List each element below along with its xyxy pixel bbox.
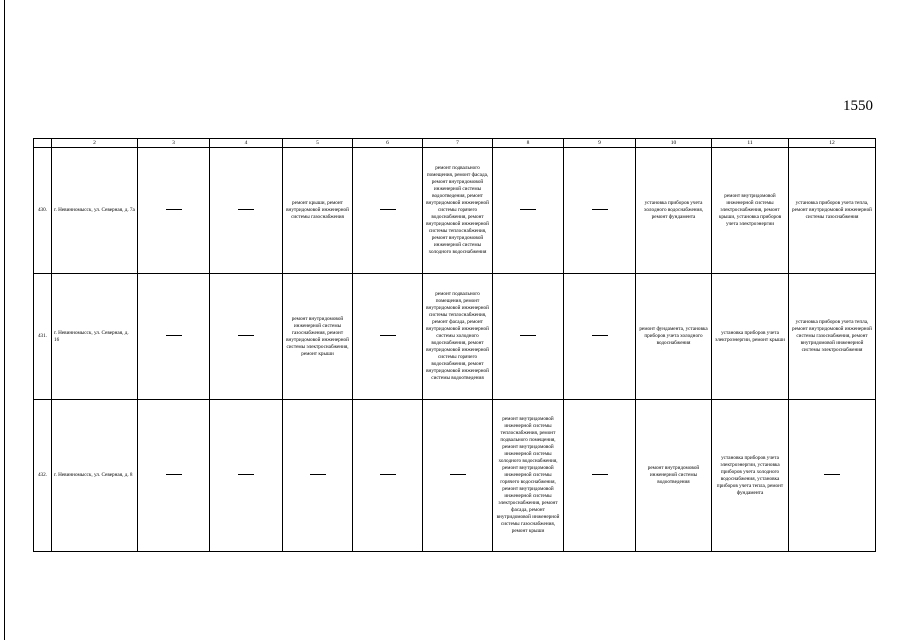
work-cell: установка приборов учета электроэнергии, установка приборов учета холодного водоснабжения, установка приборов учета тепла, ремонт фундамента bbox=[712, 400, 789, 552]
dash-mark bbox=[238, 209, 254, 210]
empty-cell bbox=[353, 274, 423, 400]
dash-mark bbox=[450, 474, 466, 475]
empty-cell bbox=[564, 400, 636, 552]
address-cell: г. Невинномысск, ул. Северная, д. 7а bbox=[52, 148, 138, 274]
dash-mark bbox=[380, 209, 396, 210]
empty-cell bbox=[138, 148, 210, 274]
dash-mark bbox=[824, 474, 840, 475]
empty-cell bbox=[210, 274, 283, 400]
empty-cell bbox=[283, 400, 353, 552]
address-cell: г. Невинномысск, ул. Северная, д. 16 bbox=[52, 274, 138, 400]
dash-mark bbox=[592, 474, 608, 475]
repair-schedule-table bbox=[33, 138, 876, 552]
header-cell: 5 bbox=[283, 139, 353, 148]
empty-cell bbox=[138, 400, 210, 552]
empty-cell bbox=[493, 274, 564, 400]
header-cell bbox=[34, 139, 52, 148]
row-number-cell: 432. bbox=[34, 400, 52, 552]
work-cell: ремонт фундамента, установка приборов учета холодного водоснабжения bbox=[636, 274, 712, 400]
work-cell: ремонт внутридомовой инженерной системы электроснабжения, ремонт крыши, установка приборов учета электроэнергии bbox=[712, 148, 789, 274]
dash-mark bbox=[520, 335, 536, 336]
dash-mark bbox=[238, 335, 254, 336]
page-number: 1550 bbox=[843, 98, 873, 114]
row-number-cell: 430. bbox=[34, 148, 52, 274]
empty-cell bbox=[353, 148, 423, 274]
dash-mark bbox=[380, 474, 396, 475]
dash-mark bbox=[592, 335, 608, 336]
header-cell: 10 bbox=[636, 139, 712, 148]
header-cell: 6 bbox=[353, 139, 423, 148]
header-cell: 2 bbox=[52, 139, 138, 148]
work-cell: ремонт подвального помещения, ремонт внутридомовой инженерной системы теплоснабжения, ремонт фасада, ремонт внутридомовой инженерной системы холодного водоснабжения, ремонт внутридомовой инженерной системы горячего водоснабжения, ремонт внутридомовой инженерной системы водоотведения bbox=[423, 274, 493, 400]
empty-cell bbox=[564, 274, 636, 400]
empty-cell bbox=[210, 400, 283, 552]
dash-mark bbox=[238, 474, 254, 475]
header-cell: 3 bbox=[138, 139, 210, 148]
work-cell: установка приборов учета электроэнергии, ремонт крыши bbox=[712, 274, 789, 400]
dash-mark bbox=[310, 474, 326, 475]
page-edge-line bbox=[4, 0, 5, 640]
dash-mark bbox=[166, 474, 182, 475]
header-row bbox=[34, 139, 876, 148]
dash-mark bbox=[520, 209, 536, 210]
row-number-cell: 431. bbox=[34, 274, 52, 400]
header-cell: 8 bbox=[493, 139, 564, 148]
header-cell: 12 bbox=[789, 139, 876, 148]
dash-mark bbox=[592, 209, 608, 210]
header-cell: 11 bbox=[712, 139, 789, 148]
table-row bbox=[34, 148, 876, 274]
work-cell: установка приборов учета тепла, ремонт внутридомовой инженерной системы газоснабжения bbox=[789, 148, 876, 274]
work-cell: установка приборов учета холодного водоснабжения, ремонт фундамента bbox=[636, 148, 712, 274]
empty-cell bbox=[353, 400, 423, 552]
dash-mark bbox=[380, 335, 396, 336]
header-cell: 9 bbox=[564, 139, 636, 148]
work-cell: ремонт крыши, ремонт внутридомовой инженерной системы газоснабжения bbox=[283, 148, 353, 274]
table-row bbox=[34, 274, 876, 400]
header-cell: 7 bbox=[423, 139, 493, 148]
dash-mark bbox=[166, 335, 182, 336]
dash-mark bbox=[166, 209, 182, 210]
work-cell: ремонт внутридомовой инженерной системы теплоснабжения, ремонт подвального помещения, ремонт внутридомовой инженерной системы холодного водоснабжения, ремонт внутридомовой инженерной системы горячего водоснабжения, ремонт внутридомовой инженерной системы электроснабжения, ремонт фасада, ремонт внутридомовой инженерной системы газоснабжения, ремонт крыши bbox=[493, 400, 564, 552]
work-cell: ремонт подвального помещения, ремонт фасада, ремонт внутридомовой инженерной системы водоотведения, ремонт внутридомовой инженерной системы горячего водоснабжения, ремонт внутридомовой инженерной системы теплоснабжения, ремонт внутридомовой инженерной системы холодного водоснабжения bbox=[423, 148, 493, 274]
header-cell: 4 bbox=[210, 139, 283, 148]
empty-cell bbox=[493, 148, 564, 274]
address-cell: г. Невинномысск, ул. Северная, д. 8 bbox=[52, 400, 138, 552]
empty-cell bbox=[423, 400, 493, 552]
work-cell: ремонт внутридомовой инженерной системы газоснабжения, ремонт внутридомовой инженерной системы электроснабжения, ремонт крыши bbox=[283, 274, 353, 400]
table-row bbox=[34, 400, 876, 552]
empty-cell bbox=[789, 400, 876, 552]
empty-cell bbox=[138, 274, 210, 400]
empty-cell bbox=[210, 148, 283, 274]
work-cell: установка приборов учета тепла, ремонт внутридомовой инженерной системы газоснабжения, ремонт внутридомовой инженерной системы электроснабжения bbox=[789, 274, 876, 400]
empty-cell bbox=[564, 148, 636, 274]
work-cell: ремонт внутридомовой инженерной системы водоотведения bbox=[636, 400, 712, 552]
